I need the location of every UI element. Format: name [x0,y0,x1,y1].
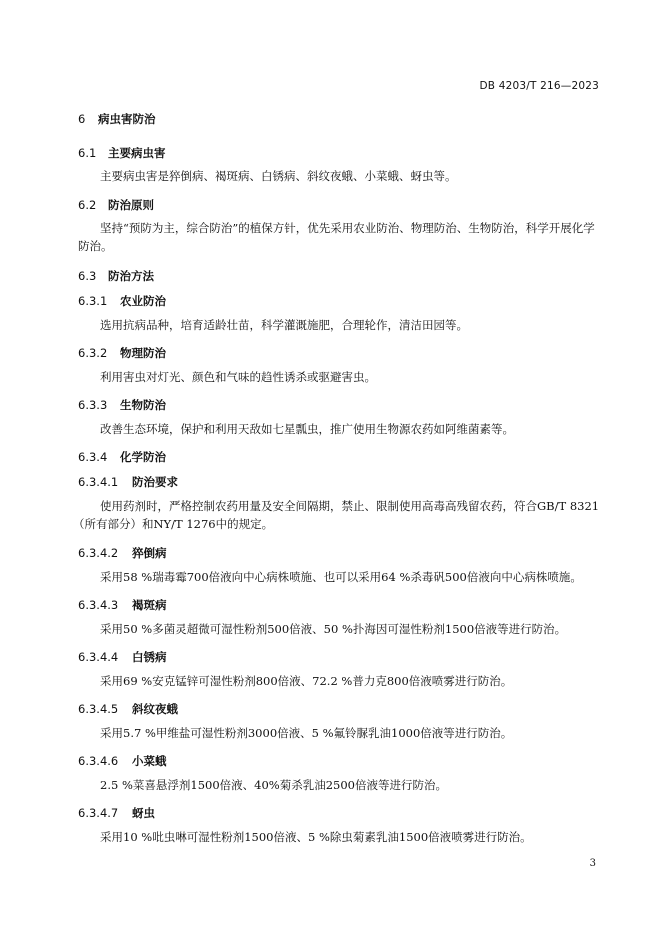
section-title: 化学防治 [120,450,166,464]
section-title: 防治方法 [108,269,154,283]
section-heading-6 [78,111,156,127]
section-heading-6-3-2 [78,345,166,361]
section-title: 主要病虫害 [108,146,166,160]
section-number: 6.1 [78,146,97,160]
section-heading-6-3-4-2 [78,545,167,561]
section-heading-6-3-3 [78,397,166,413]
section-number: 6.3.1 [78,294,108,308]
section-number: 6 [78,112,86,126]
section-heading-6-1 [78,145,166,161]
paragraph: 主要病虫害是猝倒病、褐斑病、白锈病、斜纹夜蛾、小菜蛾、蚜虫等。 [100,169,457,183]
section-heading-6-3-4-1 [78,474,178,490]
section-number: 6.3.4 [78,450,108,464]
section-title: 褐斑病 [132,598,167,612]
section-title: 斜纹夜蛾 [132,702,178,716]
paragraph: 采用69 %安克锰锌可湿性粉剂800倍液、72.2 %普力克800倍液喷雾进行防治。 [100,674,513,688]
paragraph: 选用抗病品种，培育适龄壮苗，科学灌溉施肥，合理轮作，清洁田园等。 [100,318,468,332]
section-number: 6.3.4.5 [78,702,119,716]
section-title: 蚜虫 [132,806,155,820]
section-number: 6.3.4.4 [78,650,119,664]
section-title: 小菜蛾 [132,754,167,768]
paragraph: 采用10 %吡虫啉可湿性粉剂1500倍液、5 %除虫菊素乳油1500倍液喷雾进行防治。 [100,830,532,844]
section-number: 6.3.2 [78,346,108,360]
section-title: 防治原则 [108,198,154,212]
section-title: 病虫害防治 [98,112,156,126]
section-number: 6.3.4.2 [78,546,119,560]
paragraph: 采用5.7 %甲维盐可湿性粉剂3000倍液、5 %氟铃脲乳油1000倍液等进行防治。 [100,726,513,740]
section-heading-6-3-4-6 [78,753,167,769]
section-heading-6-2 [78,197,154,213]
section-title: 生物防治 [120,398,166,412]
paragraph-continuation: 防治。 [78,239,113,253]
section-heading-6-3-4-3 [78,597,167,613]
section-heading-6-3 [78,268,154,284]
section-number: 6.3.4.7 [78,806,119,820]
page-number: 3 [589,858,596,869]
section-title: 白锈病 [132,650,167,664]
paragraph: 采用58 %瑞毒霉700倍液向中心病株喷施、也可以采用64 %杀毒矾500倍液向中心病株喷施。 [100,570,582,584]
section-number: 6.3.4.3 [78,598,119,612]
section-number: 6.3.4.6 [78,754,119,768]
section-heading-6-3-4 [78,449,166,465]
paragraph: 坚持“预防为主，综合防治”的植保方针，优先采用农业防治、物理防治、生物防治，科学开展化学 [100,221,595,235]
section-title: 猝倒病 [132,546,167,560]
paragraph: 使用药剂时，严格控制农药用量及安全间隔期，禁止、限制使用高毒高残留农药，符合GB/T 8321 [100,499,600,513]
section-number: 6.2 [78,198,97,212]
paragraph: 采用50 %多菌灵超微可湿性粉剂500倍液、50 %扑海因可湿性粉剂1500倍液等进行防治。 [100,622,567,636]
section-number: 6.3 [78,269,97,283]
document-code: DB 4203/T 216—2023 [479,80,599,92]
paragraph: 改善生态环境，保护和利用天敌如七星瓢虫，推广使用生物源农药如阿维菌素等。 [100,422,514,436]
paragraph-continuation: （所有部分）和NY/T 1276中的规定。 [73,517,274,531]
section-title: 物理防治 [120,346,166,360]
section-title: 农业防治 [120,294,166,308]
paragraph: 2.5 %菜喜悬浮剂1500倍液、40%菊杀乳油2500倍液等进行防治。 [100,778,447,792]
paragraph: 利用害虫对灯光、颜色和气味的趋性诱杀或驱避害虫。 [100,370,376,384]
section-title: 防治要求 [132,475,178,489]
section-heading-6-3-4-5 [78,701,178,717]
section-heading-6-3-4-7 [78,805,155,821]
section-heading-6-3-1 [78,293,166,309]
section-number: 6.3.3 [78,398,108,412]
section-heading-6-3-4-4 [78,649,167,665]
section-number: 6.3.4.1 [78,475,119,489]
